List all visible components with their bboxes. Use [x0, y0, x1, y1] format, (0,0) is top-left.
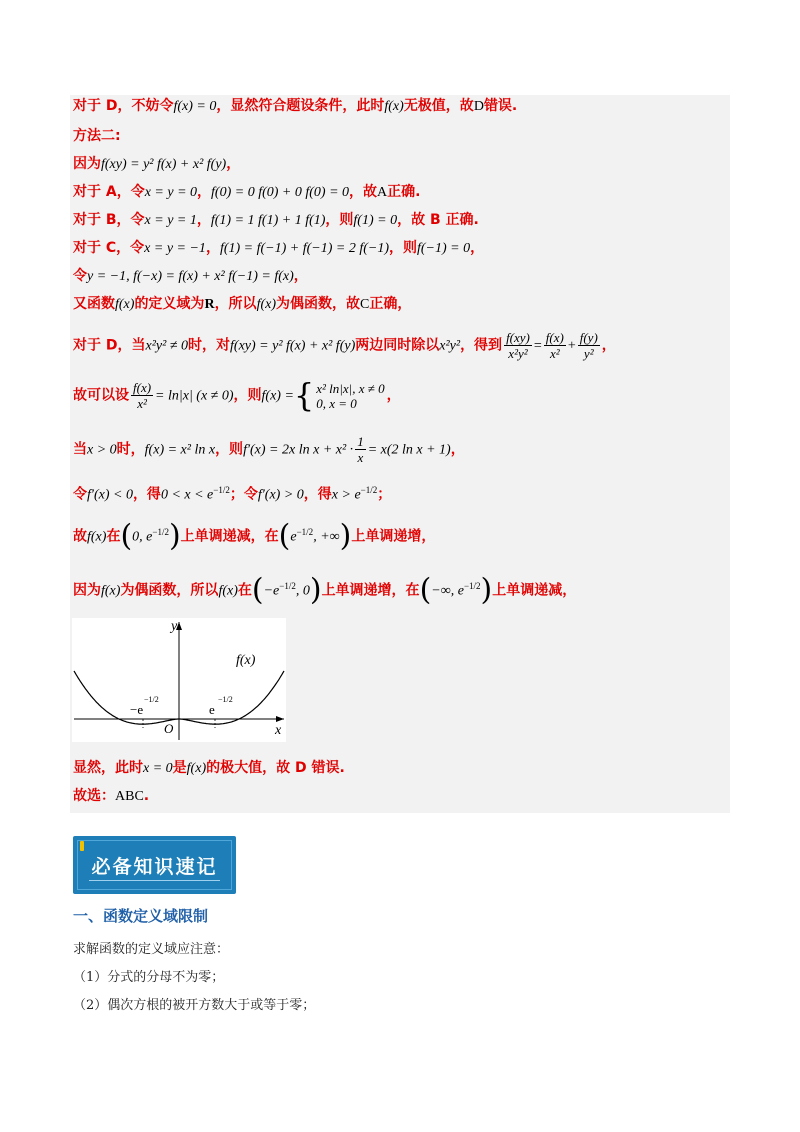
neg-min-label: −e [130, 702, 144, 717]
solution-line-domain: 又函数f(x)的定义域为R，所以f(x)为偶函数，故C正确， [73, 296, 412, 312]
method-two-label: 方法二: [73, 128, 121, 144]
origin-label: O [164, 721, 174, 736]
pos-min-exponent: −1/2 [218, 695, 233, 704]
y-axis-label: y [171, 619, 178, 634]
banner-tick-icon [80, 841, 84, 851]
solution-line-deriv: 令f′(x) < 0，得$0 < x < e^{-1/2}$；令f′(x) > 0，得$x > e^{-1/2}$； [73, 485, 392, 503]
solution-line-d1: 对于 D，不妨令f(x) = 0，显然符合题设条件，此时f(x)无极值，故D错误. [73, 98, 518, 114]
banner-title: 必备知识速记 [91, 856, 218, 878]
solution-line-b: 对于 B，令x = y = 1，f(1) = 1 f(1) + 1 f(1)，则f(1) = 0，故 B 正确. [73, 212, 479, 228]
section-heading: 一、函数定义域限制 [73, 907, 209, 925]
section-banner [73, 836, 236, 894]
banner-underline [89, 880, 220, 881]
solution-line-d2: 对于 D，当x²y² ≠ 0时，对f(xy) = y² f(x) + x² f(y)两边同时除以x²y²，得到 $\frac{f(xy)}{\text{x²y²}}$ = $\frac{f(x)}{\text{x²}}$ + $\frac{f(y)}{\text{y²}}$ ， [73, 330, 616, 361]
function-graph [72, 618, 286, 742]
solution-line-choice: 故选：ABC. [73, 788, 150, 804]
solution-line-a: 对于 A，令x = y = 0，f(0) = 0 f(0) + 0 f(0) = 0，故A正确. [73, 184, 421, 200]
section-item-2: （2）偶次方根的被开方数大于或等于零； [73, 998, 316, 1013]
pos-min-label: e [209, 702, 215, 717]
neg-min-exponent: −1/2 [144, 695, 159, 704]
solution-line-when: 当x > 0时，f(x) = x² ln x，则f′(x) = 2x ln x + x² · $\frac{1}{x}$ = x(2 ln x + 1)， [73, 434, 465, 465]
solution-line-mono1: 故f(x)在(0, $e^{-1/2}$)上单调递减，在($e^{-1/2}$, +∞)上单调递增， [73, 518, 436, 554]
solution-line-mono2: 因为f(x)为偶函数，所以f(x)在($-e^{-1/2}$, 0)上单调递增，在(−∞, $e^{-1/2}$)上单调递减， [73, 572, 577, 608]
x-axis-arrow [276, 716, 284, 722]
solution-line-because: 因为f(xy) = y² f(x) + x² f(y)， [73, 156, 241, 172]
solution-line-set: 故可以设 $\frac{f(x)}{\text{x²}}$ = ln|x| (x ≠ 0)，则f(x) ={ x² ln|x|, x ≠ 0 0, x = 0 ， [73, 376, 401, 415]
curve-label: f(x) [236, 653, 256, 668]
section-intro: 求解函数的定义域应注意： [73, 942, 230, 957]
solution-line-clear: 显然，此时x = 0是f(x)的极大值，故 D 错误. [73, 760, 345, 776]
x-axis-label: x [275, 723, 282, 738]
solution-line-let: 令y = −1, f(−x) = f(x) + x² f(−1) = f(x)， [73, 268, 308, 284]
section-item-1: （1）分式的分母不为零； [73, 970, 225, 985]
solution-line-c: 对于 C，令x = y = −1，f(1) = f(−1) + f(−1) = 2 f(−1)，则f(−1) = 0， [73, 240, 485, 256]
